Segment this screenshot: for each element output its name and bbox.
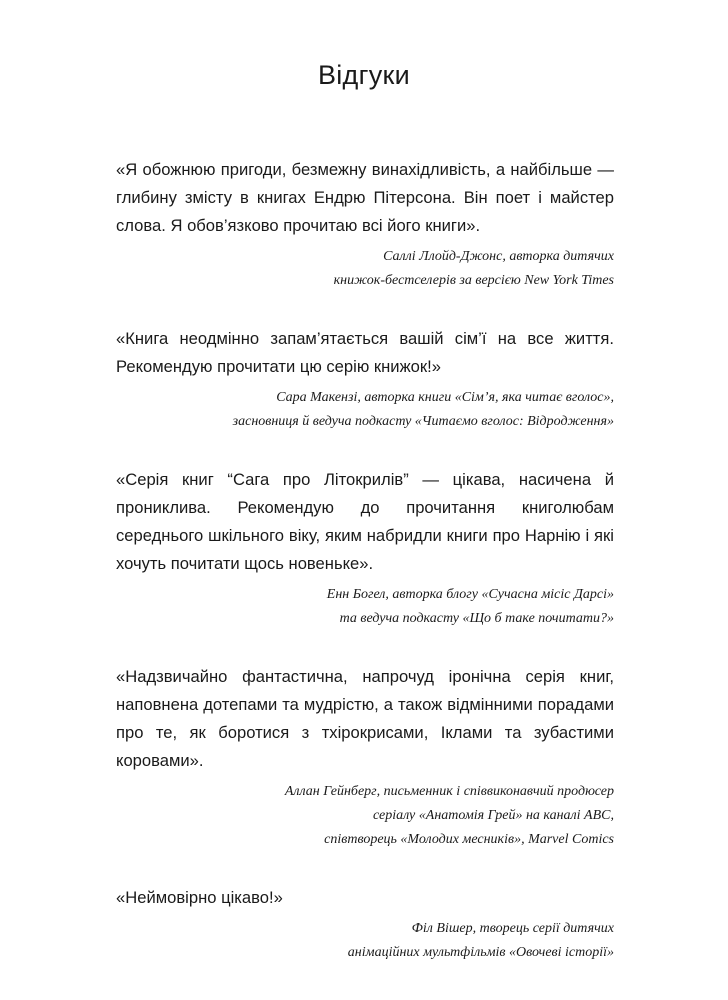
attribution-line: засновниця й ведуча подкасту «Читаємо вголос: Відродження» <box>232 414 614 429</box>
attribution-line: Філ Вішер, творець серії дитячих <box>411 921 614 936</box>
attribution-line: анімаційних мультфільмів «Овочеві історії» <box>347 945 614 960</box>
attribution-line: Аллан Гейнберг, письменник і співвиконавчий продюсер <box>284 784 614 799</box>
attribution-line: Сара Макензі, авторка книги «Сім’я, яка читає вголос», <box>276 390 614 405</box>
review-item <box>116 466 614 631</box>
review-attribution <box>116 583 614 631</box>
attribution-line: та ведуча подкасту «Що б таке почитати?» <box>339 611 614 626</box>
review-attribution <box>116 917 614 965</box>
review-item <box>116 325 614 434</box>
attribution-line: співтворець «Молодих месників», Marvel Comics <box>324 832 614 847</box>
attribution-line: книжок-бестселерів за версією New York Times <box>333 273 614 288</box>
review-quote: «Неймовірно цікаво!» <box>116 888 283 907</box>
review-attribution <box>116 386 614 434</box>
review-item <box>116 884 614 965</box>
review-item <box>116 663 614 852</box>
review-attribution <box>116 245 614 293</box>
reviews-list <box>116 156 614 965</box>
review-quote: «Надзвичайно фантастична, напрочуд іронічна серія книг, наповнена дотепами та мудрістю, а також відмінними порадами про те, як боротися з тхірокрисами, Іклами та зубастими коровами». <box>116 667 614 770</box>
review-attribution <box>116 780 614 852</box>
review-quote: «Книга неодмінно запам’ятається вашій сім’ї на все життя. Рекомендую прочитати цю серію книжок!» <box>116 329 614 376</box>
review-item <box>116 156 614 293</box>
attribution-line: серіалу «Анатомія Грей» на каналі ABC, <box>373 808 614 823</box>
attribution-line: Енн Богел, авторка блогу «Сучасна місіс Дарсі» <box>326 587 614 602</box>
review-quote: «Серія книг “Сага про Літокрилів” — цікава, насичена й прониклива. Рекомендую до прочитання книголюбам середнього шкільного віку, яким набридли книги про Нарнію і які хочуть почитати щось новеньке». <box>116 470 614 573</box>
page-title: Відгуки <box>317 60 411 90</box>
attribution-line: Саллі Ллойд-Джонс, авторка дитячих <box>383 249 614 264</box>
review-quote: «Я обожнюю пригоди, безмежну винахідливість, а найбільше — глибину змісту в книгах Ендрю Пітерсона. Він поет і майстер слова. Я обов’язково прочитаю всі його книги». <box>116 160 614 235</box>
